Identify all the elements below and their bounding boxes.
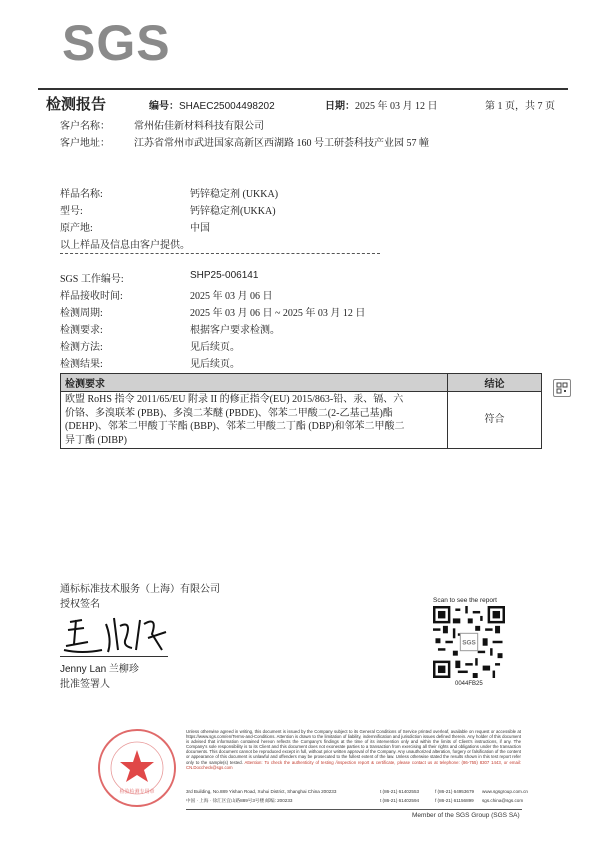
- sgs-group-member: Member of the SGS Group (SGS SA): [412, 812, 520, 819]
- sample-note: 以上样品及信息由客户提供。: [60, 240, 190, 251]
- header-rule: [38, 88, 568, 90]
- qr-code-id: 0044FB25: [455, 681, 483, 687]
- svg-text:SGS: SGS: [462, 639, 476, 647]
- sample-origin-value: 中国: [190, 223, 210, 234]
- sample-model-value: 钙锌稳定剂(UKKA): [190, 206, 276, 217]
- sgs-logo: SGS: [62, 15, 171, 71]
- website-link[interactable]: www.sgsgroup.com.cn: [482, 789, 528, 794]
- col-requirement-header: 检测要求: [61, 374, 448, 392]
- fax-2: f (86-21) 61156899: [435, 798, 474, 803]
- report-title: 检测报告: [46, 97, 107, 113]
- report-qr-code[interactable]: [433, 606, 505, 678]
- results-table: [60, 373, 542, 449]
- sample-name-value: 钙锌稳定剂 (UKKA): [190, 189, 279, 200]
- test-period-label: 检测周期:: [60, 308, 103, 319]
- report-number: 编号：SHAEC25004498202: [149, 101, 275, 112]
- address-cn: 中国 · 上海 · 徐汇区宜山路889号3号楼 邮编: 200233: [186, 798, 293, 803]
- authorized-signature-label: 授权签名: [60, 599, 100, 610]
- phone-1: t (86-21) 61402553: [380, 789, 420, 794]
- test-requirement-value: 根据客户要求检测。: [190, 325, 280, 336]
- company-seal-stamp: [96, 727, 178, 809]
- svg-text:检验检测专用章: 检验检测专用章: [119, 789, 155, 795]
- test-result-value: 见后续页。: [190, 359, 240, 370]
- sample-model-label: 型号:: [60, 206, 83, 217]
- table-header-row: [61, 374, 542, 392]
- sample-origin-label: 原产地:: [60, 223, 93, 234]
- issuing-company: 通标标准技术服务（上海）有限公司: [60, 584, 220, 595]
- address-en: 3rd Building, No.889 Yishan Road, Xuhui District, Shanghai China 200233: [186, 789, 337, 794]
- page-indicator: 第 1 页，共 7 页: [485, 101, 555, 112]
- signature-line: [60, 656, 168, 657]
- report-date: 日期：2025 年 03 月 12 日: [325, 101, 438, 112]
- test-method-label: 检测方法:: [60, 342, 103, 353]
- fax-1: f (86-21) 64953679: [435, 789, 475, 794]
- scan-caption: Scan to see the report: [433, 597, 497, 604]
- signatory-name: Jenny Lan 兰柳珍: [60, 664, 139, 675]
- sample-name-label: 样品名称:: [60, 189, 103, 200]
- receive-date-label: 样品接收时间:: [60, 291, 123, 302]
- test-requirement-label: 检测要求:: [60, 325, 103, 336]
- table-row: [61, 392, 542, 449]
- requirement-cell: 欧盟 RoHS 指令 2011/65/EU 附录 II 的修正指令(EU) 2015/863-铅、汞、镉、六 价铬、多溴联苯 (PBB)、多溴二苯醚 (PBDE)、邻苯二甲酸二(2-乙基己基)酯 (DEHP)、邻苯二甲酸丁苄酯 (BBP)、邻苯二甲酸二丁酯 (DBP)和邻苯二甲酸二 异丁酯 (DIBP): [61, 392, 448, 449]
- receive-date-value: 2025 年 03 月 06 日: [190, 291, 273, 302]
- col-conclusion-header: 结论: [448, 374, 542, 392]
- signatory-role: 批准签署人: [60, 679, 110, 690]
- handwritten-signature: [62, 610, 182, 656]
- footer-disclaimer: Unless otherwise agreed in writing, this document is issued by the Company subject to its General Conditions of Service printed overleaf, available on request or accessible at https://www.sgs.com/en/Terms-and-Conditions. Attention is drawn to the limitation of liability, indemnification and jurisdiction issues defined therein. Any holder of this document is advised that information contained hereon reflects the Company's findings at the time of its intervention only and within the limits of Client's instructions, if any. The Company's sole responsibility is to its Client and this document does not exonerate parties to a transaction from exercising all their rights and obligations under the transaction documents. This document cannot be reproduced except in full, without prior written approval of the Company. Any unauthorized alteration, forgery or falsification of the content or appearance of this document is unlawful and offenders may be prosecuted to the fullest extent of the law. Unless otherwise stated the results shown in this test report refer only to the sample(s) tested. Attention: To check the authenticity of testing /inspection report & certificate, please contact us at telephone: (86-755) 8307 1443, or email: CN.Doccheck@sgs.com: [186, 729, 521, 770]
- client-address-value: 江苏省常州市武进国家高新区西湖路 160 号工研荟科技产业园 57 幢: [134, 138, 429, 149]
- client-name-label: 客户名称：: [60, 121, 110, 132]
- qr-scan-icon[interactable]: [553, 379, 571, 397]
- conclusion-cell: 符合: [448, 392, 542, 449]
- section-divider: [60, 253, 380, 254]
- client-name-value: 常州佑佳新材料科技有限公司: [134, 121, 264, 132]
- test-method-value: 见后续页。: [190, 342, 240, 353]
- job-number-value: SHP25-006141: [190, 270, 259, 281]
- email-link[interactable]: sgs.china@sgs.com: [482, 798, 524, 803]
- client-address-label: 客户地址：: [60, 138, 110, 149]
- phone-2: t (86-21) 61402594: [380, 798, 420, 803]
- test-result-label: 检测结果:: [60, 359, 103, 370]
- job-number-label: SGS 工作编号:: [60, 274, 124, 285]
- test-period-value: 2025 年 03 月 06 日 ~ 2025 年 03 月 12 日: [190, 308, 366, 319]
- footer-rule: [186, 809, 522, 810]
- authenticity-notice: Attention: To check the authenticity of testing /inspection report & certificate, please contact us at telephone: (86-755) 8307 1443, or email: CN.Doccheck@sgs.com: [186, 759, 521, 770]
